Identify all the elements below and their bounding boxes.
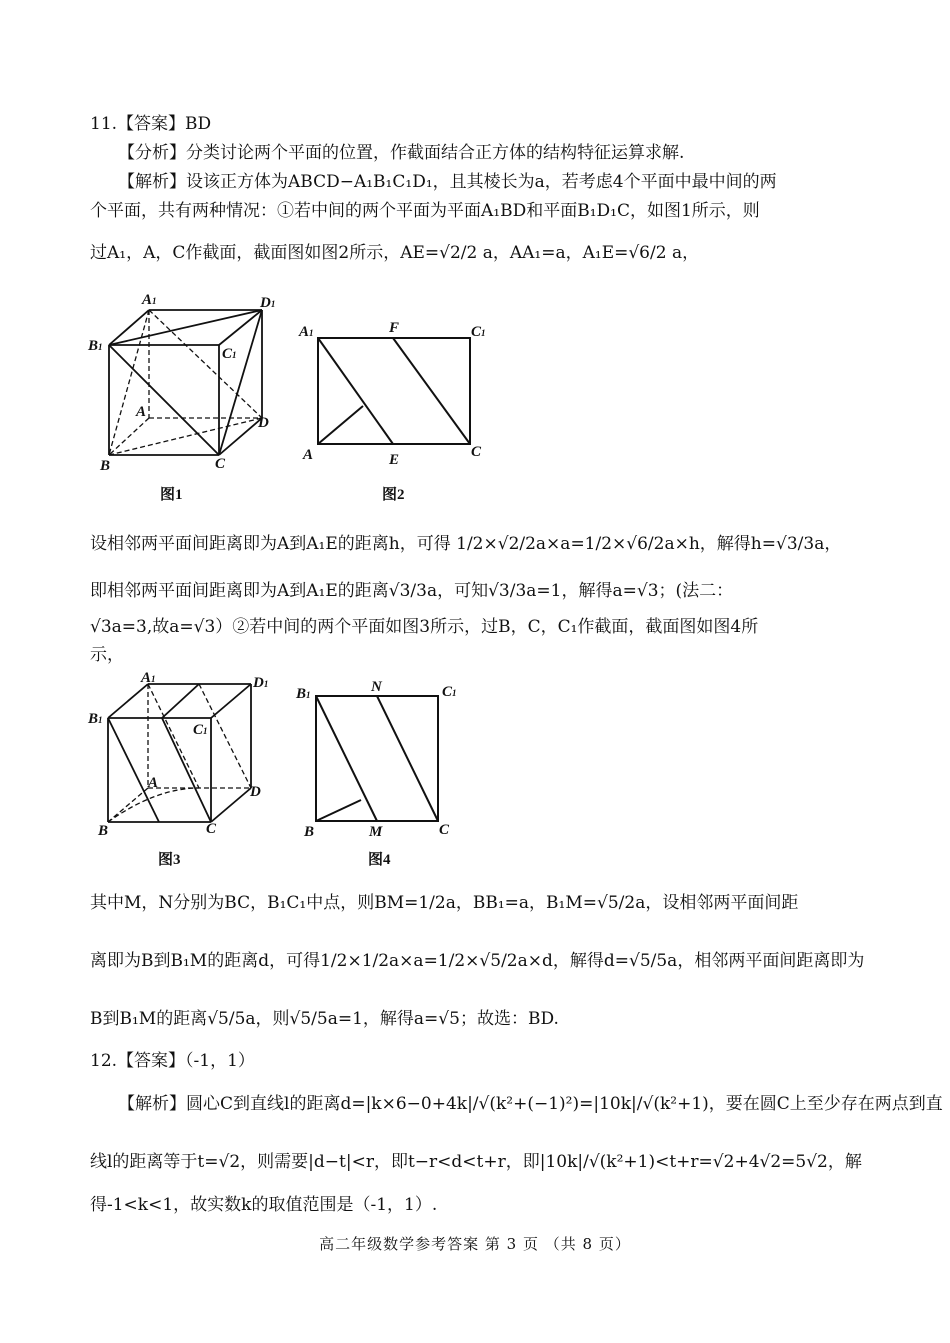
svg-text:B1: B1 bbox=[88, 711, 103, 727]
q11-para2-line1: 设相邻两平面间距离即为A到A₁E的距离h，可得 1/2×√2/2a×a=1/2×√6/2a×h，解得h=√3/3a， bbox=[90, 534, 842, 554]
svg-text:A: A bbox=[303, 447, 314, 463]
q11-para3-line1: 其中M，N分别为BC，B₁C₁中点，则BM=1/2a，BB₁=a，B₁M=√5/2a，设相邻两平面间距 bbox=[90, 893, 799, 913]
svg-text:C: C bbox=[439, 822, 450, 838]
svg-text:A1: A1 bbox=[142, 292, 157, 308]
svg-text:E: E bbox=[389, 452, 400, 468]
q11-para2-line2: 即相邻两平面间距离即为A到A₁E的距离√3/3a，可知√3/3a=1，解得a=√3；(法二： bbox=[90, 581, 734, 601]
svg-text:D1: D1 bbox=[260, 295, 276, 311]
q11-para3-line3: B到B₁M的距离√5/5a，则√5/5a=1，解得a=√5；故选：BD. bbox=[90, 1009, 559, 1029]
svg-text:C1: C1 bbox=[222, 346, 237, 362]
q11-analysis: 【分析】分类讨论两个平面的位置，作截面结合正方体的结构特征运算求解. bbox=[118, 143, 685, 163]
svg-text:M: M bbox=[369, 824, 383, 840]
q11-para3-line2: 离即为B到B₁M的距离d，可得1/2×1/2a×a=1/2×√5/2a×d，解得d=√5/5a，相邻两平面间距离即为 bbox=[90, 951, 865, 971]
q12-solution-line3: 得-1<k<1，故实数k的取值范围是（-1，1）. bbox=[90, 1195, 438, 1215]
svg-text:C: C bbox=[206, 821, 217, 837]
svg-text:B1: B1 bbox=[88, 338, 103, 354]
figure-1-caption: 图1 bbox=[160, 487, 183, 503]
q11-solution-line3: 过A₁，A，C作截面，截面图如图2所示，AE=√2/2 a，AA₁=a，A₁E=√6/2 a， bbox=[90, 243, 700, 263]
svg-text:C1: C1 bbox=[471, 324, 486, 340]
q11-answer: 11.【答案】BD bbox=[90, 114, 212, 134]
svg-text:C: C bbox=[215, 456, 226, 472]
page-footer: 高二年级数学参考答案 第 3 页 （共 8 页） bbox=[319, 1235, 631, 1253]
q12-solution-line1: 【解析】圆心C到直线l的距离d=|k×6−0+4k|/√(k²+(−1)²)=|10k|/√(k²+1)，要在圆C上至少存在两点到直 bbox=[118, 1094, 943, 1114]
svg-text:A1: A1 bbox=[141, 670, 156, 686]
svg-text:A1: A1 bbox=[299, 324, 314, 340]
svg-text:D1: D1 bbox=[253, 675, 269, 691]
svg-text:C1: C1 bbox=[193, 722, 208, 738]
svg-text:D: D bbox=[250, 784, 261, 800]
svg-text:B: B bbox=[304, 824, 315, 840]
svg-text:C: C bbox=[471, 444, 482, 460]
svg-text:C1: C1 bbox=[442, 684, 457, 700]
q11-para2-line4: 示， bbox=[90, 645, 124, 665]
svg-text:B: B bbox=[100, 458, 111, 474]
q11-solution-line2: 个平面，共有两种情况：①若中间的两个平面为平面A₁BD和平面B₁D₁C，如图1所示，则 bbox=[90, 201, 760, 221]
figure-3-caption: 图3 bbox=[158, 852, 181, 868]
svg-text:N: N bbox=[371, 679, 382, 695]
q12-solution-line2: 线l的距离等于t=√2，则需要|d−t|<r，即t−r<d<t+r，即|10k|/√(k²+1)<t+r=√2+4√2=5√2，解 bbox=[90, 1152, 862, 1172]
svg-text:D: D bbox=[258, 415, 269, 431]
svg-text:B1: B1 bbox=[296, 686, 311, 702]
figure-1-cube bbox=[84, 290, 284, 475]
q11-para2-line3: √3a=3,故a=√3）②若中间的两个平面如图3所示，过B，C，C₁作截面，截面图如图4所 bbox=[90, 617, 759, 637]
svg-text:F: F bbox=[389, 320, 400, 336]
svg-text:A: A bbox=[136, 404, 147, 420]
figure-4-section bbox=[292, 676, 472, 841]
figure-3-cube bbox=[86, 670, 276, 840]
figure-2-section bbox=[295, 318, 495, 470]
figure-2-caption: 图2 bbox=[382, 487, 405, 503]
svg-text:A: A bbox=[148, 775, 159, 791]
svg-text:B: B bbox=[98, 823, 109, 839]
q12-answer: 12.【答案】（-1，1） bbox=[90, 1051, 255, 1071]
q11-solution-line1: 【解析】设该正方体为ABCD−A₁B₁C₁D₁，且其棱长为a，若考虑4个平面中最中间的两 bbox=[118, 172, 777, 192]
figure-4-caption: 图4 bbox=[368, 852, 391, 868]
